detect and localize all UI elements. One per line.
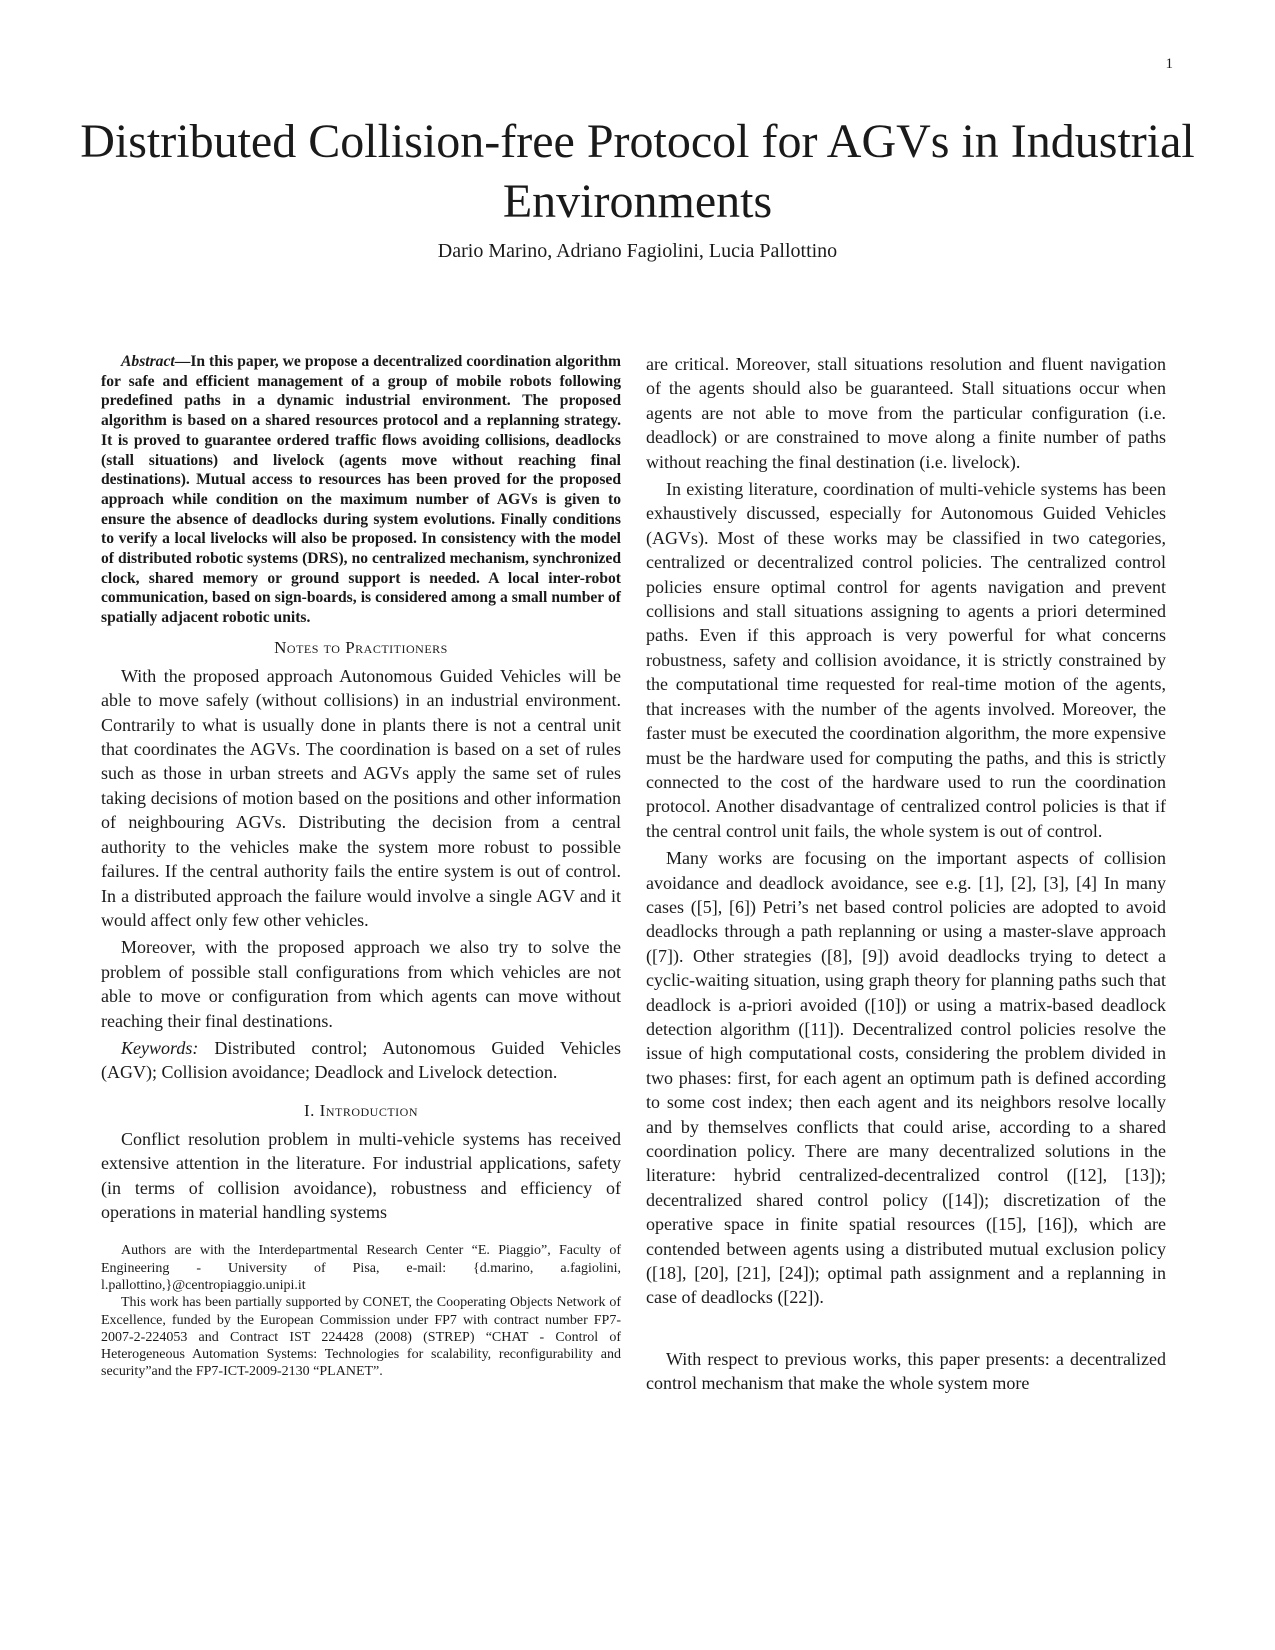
footnote-funding: This work has been partially supported by CONET, the Cooperating Objects Network of Excellence, funded by the European Commission under FP7 with contract number FP7-2007-2-224053 and Contract IST 224428 (2008) (STREP) “CHAT - Control of Heterogeneous Automation Systems: Technologies for scalability, reconfigurability and security”and the FP7-ICT-2009-2130 “PLANET”. <box>101 1295 621 1380</box>
notes-section-title: Notes to Practitioners <box>274 637 448 657</box>
footnote-authors: Authors are with the Interdepartmental Research Center “E. Piaggio”, Faculty of Engineering - University of Pisa, e-mail: {d.marino, a.fagiolini, l.pallottino,}@centropiaggio.unipi.it <box>101 1243 621 1293</box>
intro-paragraph: Conflict resolution problem in multi-vehicle systems has received extensive attention in the literature. For industrial applications, safety (in terms of collision avoidance), robustness and efficiency of operations in material handling systems <box>101 1128 621 1222</box>
abstract-text: —In this paper, we propose a decentralized coordination algorithm for safe and efficient management of a group of mobile robots following predefined paths in a dynamic industrial environment. The proposed algorithm is based on a shared resources protocol and a replanning strategy. It is proved to guarantee ordered traffic flows avoiding collisions, deadlocks (stall situations) and livelock (agents move without reaching final destinations). Mutual access to resources has been proved for the proposed approach while condition on the maximum number of AGVs is given to ensure the absence of deadlocks during system evolutions. Finally conditions to verify a local livelocks will also be proposed. In consistency with the model of distributed robotic systems (DRS), no centralized mechanism, synchronized clock, shared memory or ground support is needed. A local inter-robot communication, based on sign-boards, is considered among a small number of spatially adjacent robotic units. <box>101 353 621 627</box>
right-paragraph-1: are critical. Moreover, stall situations resolution and fluent navigation of the agents should also be guaranteed. Stall situations occur when agents are not able to move from the particular configuration (i.e. deadlock) or are constrained to move along a finite number of paths without reaching the final destination (i.e. livelock). <box>646 354 1166 472</box>
footnotes <box>101 1242 621 1380</box>
page-number: 1 <box>1165 56 1173 72</box>
notes-paragraph-1: With the proposed approach Autonomous Guided Vehicles will be able to move safely (without collisions) in an industrial environment. Contrarily to what is usually done in plants there is not a central unit that coordinates the AGVs. The coordination is based on a set of rules such as those in urban streets and AGVs apply the same set of rules taking decisions of motion based on the positions and other information of neighbouring AGVs. Distributing the decision from a central authority to the vehicles make the system more robust to possible failures. If the central authority fails the entire system is out of control. In a distributed approach the failure would involve a single AGV and it would affect only few other vehicles. <box>101 665 621 930</box>
right-paragraph-2: In existing literature, coordination of multi-vehicle systems has been exhaustively discussed, especially for Autonomous Guided Vehicles (AGVs). Most of these works may be classified in two categories, centralized or decentralized control policies. The centralized control policies ensure optimal control for agents navigation and prevent collisions and stall situations assigning to agents a priori determined paths. Even if this approach is very powerful for what concerns robustness, safety and collision avoidance, it is strictly constrained by the computational time requested for real-time motion of the agents, that increases with the number of the agents involved. Moreover, the faster must be executed the coordination algorithm, the more expensive must be the hardware used for computing the paths, and this is strictly connected to the cost of the hardware used to run the coordination protocol. Another disadvantage of centralized control policies is that if the central control unit fails, the whole system is out of control. <box>646 479 1166 841</box>
right-paragraph-3: Many works are focusing on the important aspects of collision avoidance and deadlock avoidance, see e.g. [1], [2], [3], [4] In many cases ([5], [6]) Petri’s net based control policies are adopted to avoid deadlocks through a path replanning or using a master-slave approach ([7]). Other strategies ([8], [9]) avoid deadlocks trying to detect a cyclic-waiting situation, using graph theory for planning paths such that deadlock is a-priori avoided ([10]) or using a matrix-based deadlock detection algorithm ([11]). Decentralized control policies resolve the issue of high computational costs, considering the problem divided in two phases: first, for each agent an optimum path is defined according to some cost index; then each agent and its neighbors resolve locally and by themselves conflicts that could arise, according to a shared coordination policy. There are many decentralized solutions in the literature: hybrid centralized-decentralized control ([12], [13]); decentralized shared control policy ([14]); discretization of the operative space in finite spatial resources ([15], [16]), which are contended between agents using a distributed mutual exclusion policy ([18], [20], [21], [24]); optimal path assignment and a replanning in case of deadlocks ([22]). <box>646 848 1166 1308</box>
author-list: Dario Marino, Adriano Fagiolini, Lucia Pallottino <box>437 240 838 262</box>
abstract-label: Abstract <box>121 353 175 370</box>
notes-paragraph-2: Moreover, with the proposed approach we also try to solve the problem of possible stall configurations from which vehicles are not able to move or configuration from which agents can move without reaching their final destinations. <box>101 937 621 1031</box>
introduction-section-title: I. Introduction <box>304 1100 418 1120</box>
keywords-text: Distributed control; Autonomous Guided Vehicles (AGV); Collision avoidance; Deadlock and Livelock detection. <box>101 1037 621 1083</box>
right-column <box>646 352 1166 1399</box>
left-column <box>101 352 621 1381</box>
right-paragraph-4: With respect to previous works, this paper presents: a decentralized control mechanism that make the whole system more <box>646 1348 1166 1394</box>
keywords-label: Keywords: <box>121 1037 199 1058</box>
abstract <box>101 352 621 628</box>
paper-title: Distributed Collision-free Protocol for AGVs in Industrial Environments <box>80 115 1195 228</box>
paragraph-gap <box>646 1313 1166 1347</box>
keywords <box>101 1036 621 1085</box>
